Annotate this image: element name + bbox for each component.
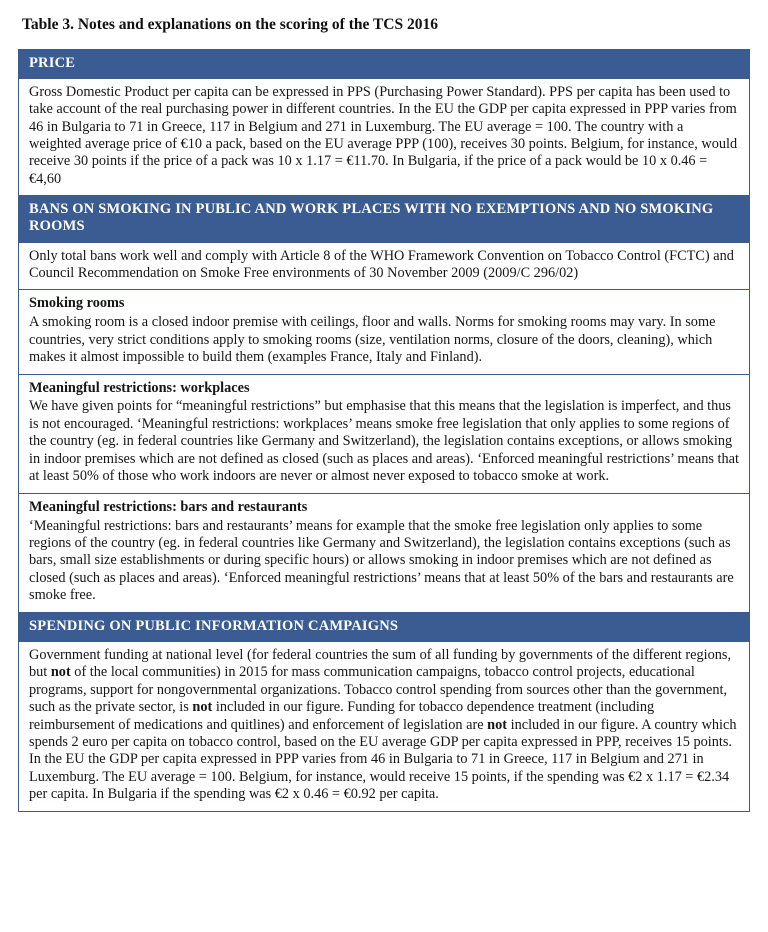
section-body-price (19, 79, 749, 197)
section-header-spending-campaigns: SPENDING ON PUBLIC INFORMATION CAMPAIGNS (19, 613, 749, 642)
section-body-meaningful-restrictions-bars (19, 494, 749, 613)
section-header-smoking-bans: BANS ON SMOKING IN PUBLIC AND WORK PLACES WITH NO EXEMPTIONS AND NO SMOKING ROOMS (19, 196, 749, 242)
paragraph: We have given points for “meaningful restrictions” but emphasise that this means that the legislation is imperfect, and thus is not encouraged. ‘Meaningful restrictions: workplaces’ means smoke free legislation that only applies to some regions of the country (eg. in federal countries like Germany and Switzerland), the legislation contains exceptions, or allows smoking in indoor premises which are not defined as closed (such as places and areas). ‘Enforced meaningful restrictions’ means that at least 50% of those who work indoors are never or almost never exposed to tobacco smoke at work. (29, 398, 739, 485)
paragraph: A smoking room is a closed indoor premise with ceilings, floor and walls. Norms for smoking rooms may vary. In some countries, very strict conditions apply to smoking rooms (size, ventilation norms, closure of the doors, cleaning), which makes it almost impossible to build them (examples France, Italy and Finland). (29, 314, 716, 366)
subheading-meaningful-restrictions-bars: Meaningful restrictions: bars and restaurants (29, 498, 308, 515)
section-header-price: PRICE (19, 50, 749, 79)
subheading-meaningful-restrictions-workplaces: Meaningful restrictions: workplaces (29, 379, 250, 396)
paragraph: Only total bans work well and comply with Article 8 of the WHO Framework Convention on Tobacco Control (FCTC) and Council Recommendation on Smoke Free environments of 30 November 2009 (2009/C 296/02) (29, 247, 734, 281)
section-body-spending-campaigns (19, 642, 749, 811)
page-title: Table 3. Notes and explanations on the scoring of the TCS 2016 (22, 16, 438, 33)
section-body-smoking-rooms (19, 290, 749, 374)
paragraph: ‘Meaningful restrictions: bars and restaurants’ means for example that the smoke free legislation only applies to some regions of the country (eg. in federal countries like Germany and Switzerland), the legislation contains exceptions (such as bars, small size establishments or during specific hours) or allows smoking in indoor premises which are not defined as closed (such as places and areas). ‘Enforced meaningful restrictions’ means that at least 50% of the bars and restaurants are smoke free. (29, 517, 734, 604)
paragraph: Gross Domestic Product per capita can be expressed in PPS (Purchasing Power Standard). PPS per capita has been used to take account of the real purchasing power in different countries. In the EU the GDP per capita expressed in PPP varies from 46 in Bulgaria to 71 in Greece, 117 in Belgium and 271 in Luxemburg. The EU average = 100. The country with a weighted average price of €10 a pack, based on the EU average PPP (100), receives 30 points. Belgium, for instance, would receive 30 points if the price of a pack was 10 x 1.17 = €11.70. In Bulgaria, if the price of a pack would be 10 x 0.46 = €4,60 (29, 83, 738, 187)
section-body-smoking-bans-intro (19, 243, 749, 291)
section-body-meaningful-restrictions-workplaces (19, 375, 749, 494)
paragraph: Government funding at national level (for federal countries the sum of all funding by governments of the different regions, but not of the local communities) in 2015 for mass communication campaigns, tobacco control projects, educational programs, support for nongovernmental organizations. Tobacco control spending from sources other than the government, such as the private sector, is not included in our figure. Funding for tobacco dependence treatment (including reimbursement of medications and quitlines) and enforcement of legislation are not included in our figure. A country which spends 2 euro per capita on tobacco control, based on the EU average GDP per capita expressed in PPP, receives 15 points. In the EU the GDP per capita expressed in PPP varies from 46 in Bulgaria to 71 in Greece, 117 in Belgium and 271 in Luxemburg. The EU average = 100. Belgium, for instance, would receive 15 points, if the spending was €2 x 1.17 = €2.34 per capita. In Bulgaria if the spending was €2 x 0.46 = €0.92 per capita. (29, 646, 737, 803)
subheading-smoking-rooms: Smoking rooms (29, 295, 125, 312)
notes-table (18, 49, 750, 812)
